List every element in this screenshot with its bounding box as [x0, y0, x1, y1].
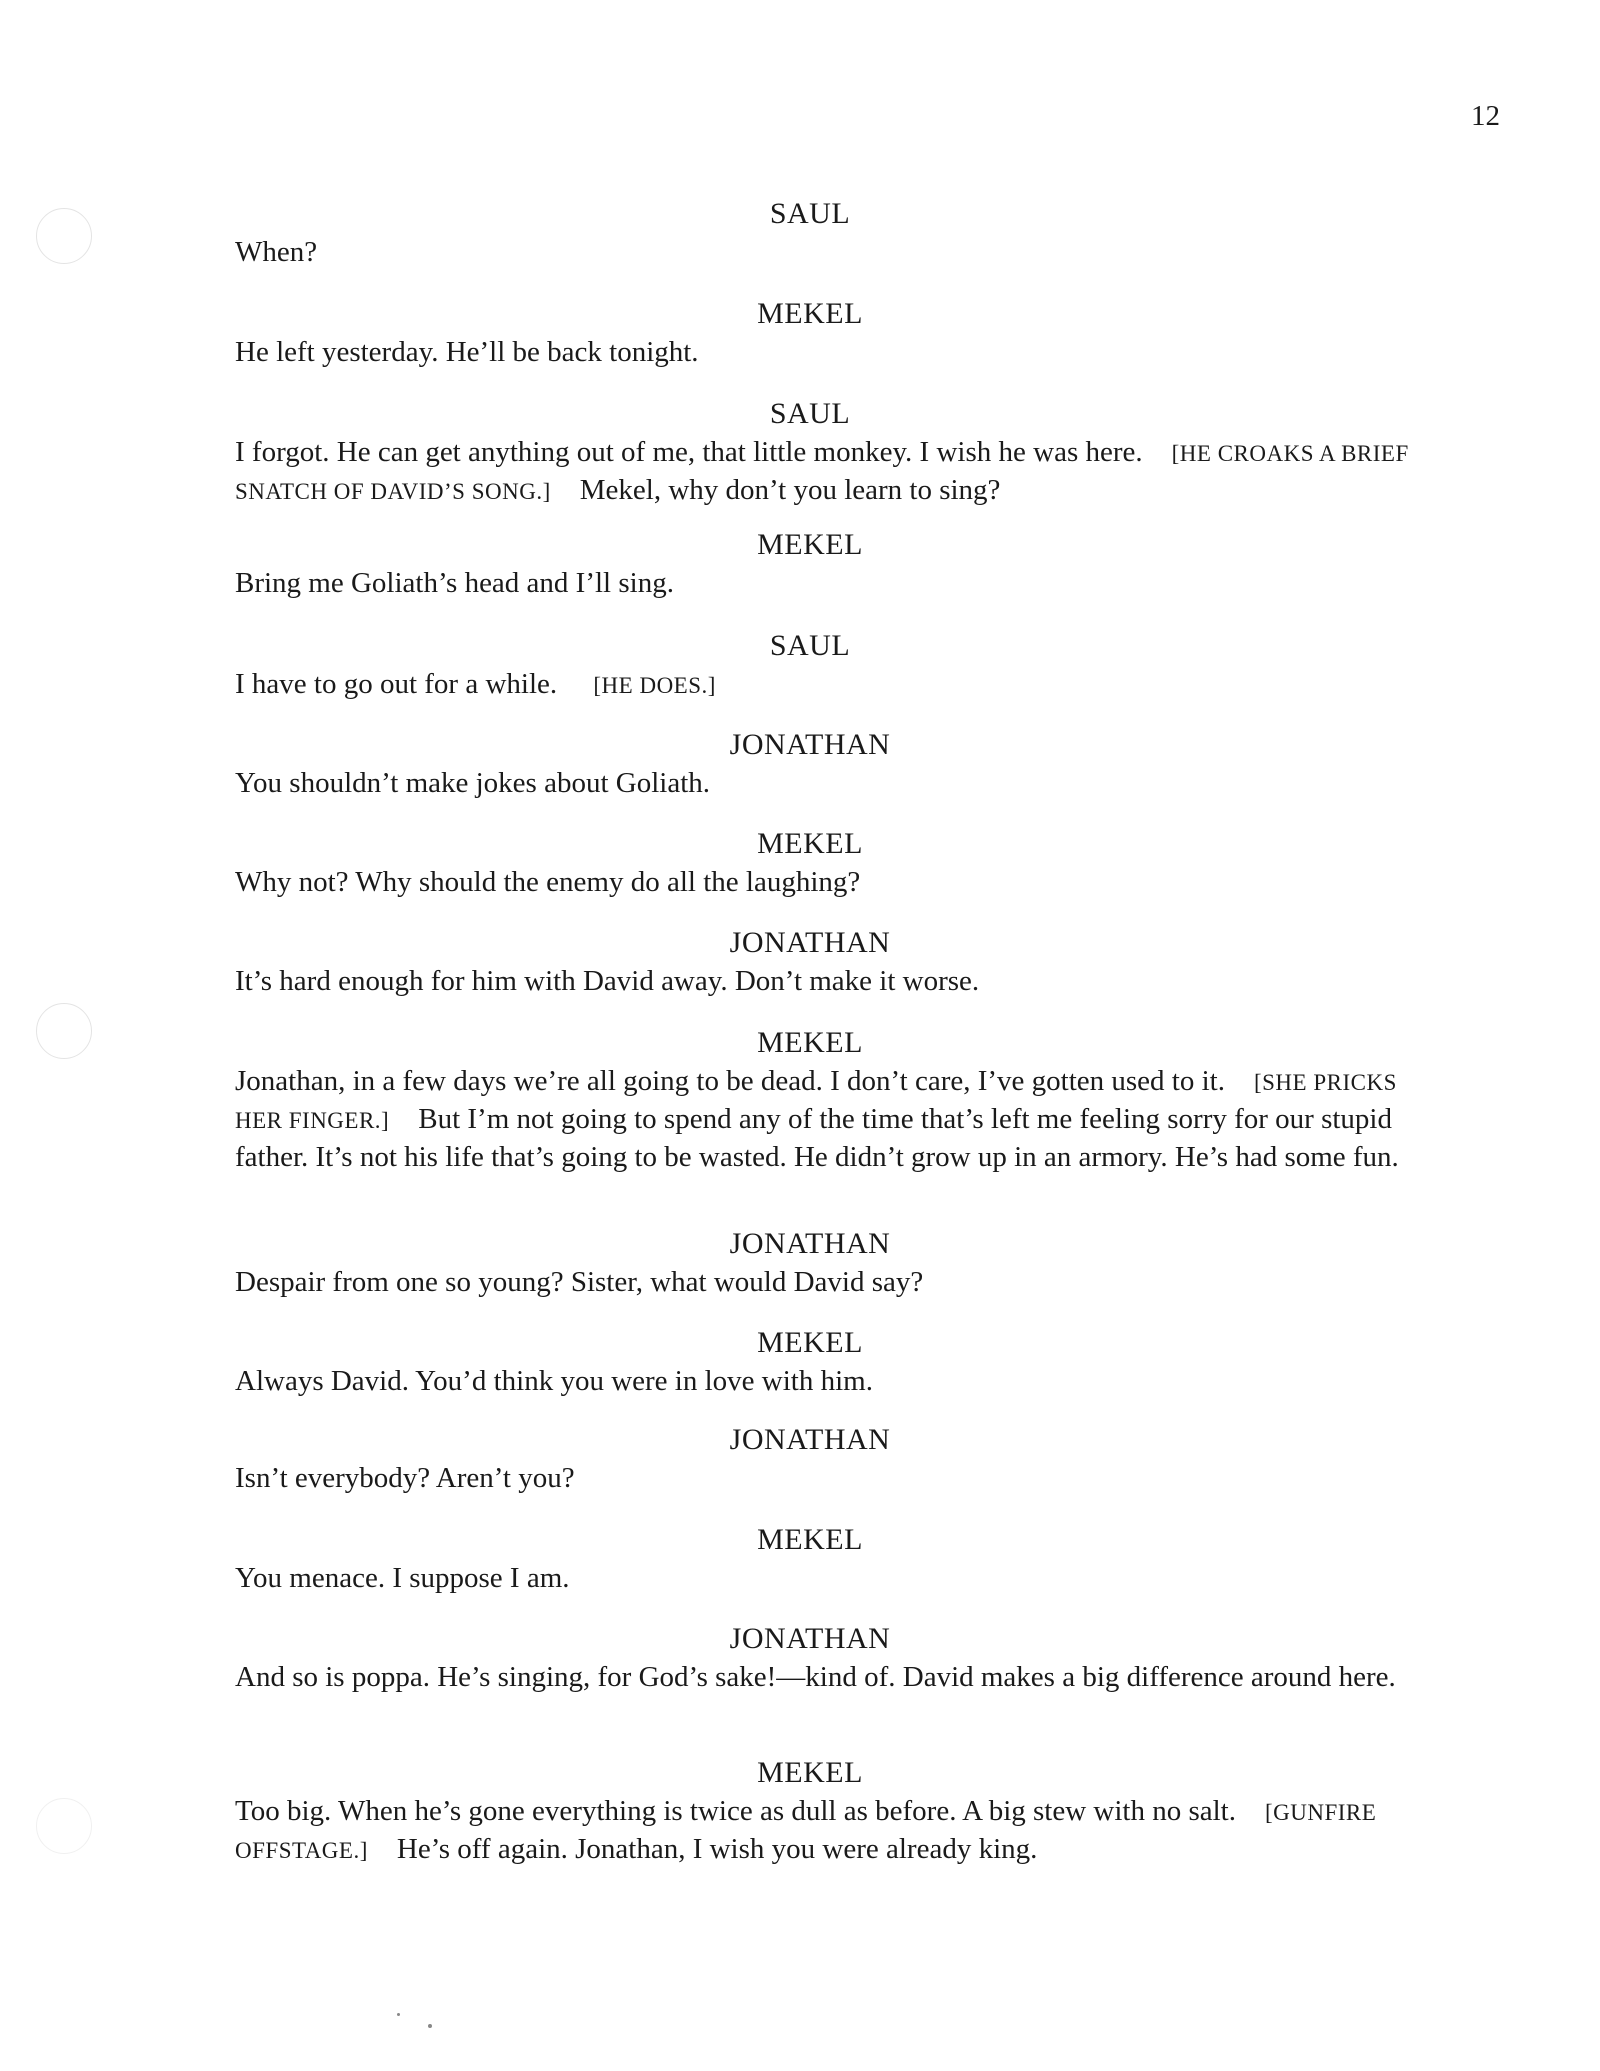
dialogue-line: [235, 1460, 1425, 1497]
dialogue-line: [235, 1659, 1425, 1696]
character-name: MEKEL: [757, 1026, 863, 1059]
dialogue-text: Why not? Why should the enemy do all the laughing?: [235, 866, 861, 898]
dialogue-line: [235, 565, 1425, 602]
dialogue-line: [235, 666, 1425, 704]
character-name: SAUL: [769, 397, 851, 430]
dialogue-text: Too big. When he’s gone everything is twice as dull as before. A big stew with no salt.: [235, 1795, 1236, 1827]
dialogue-block: [235, 727, 1425, 802]
dialogue-text: When?: [235, 236, 318, 268]
dialogue-block: [235, 1325, 1425, 1400]
character-name: MEKEL: [757, 528, 863, 561]
stray-mark: [428, 2024, 432, 2028]
character-name: SAUL: [769, 629, 851, 662]
character-name: JONATHAN: [729, 1423, 891, 1456]
dialogue-line: [235, 1560, 1425, 1597]
dialogue-block: [235, 1226, 1425, 1301]
dialogue-block: [235, 1621, 1425, 1696]
dialogue-text-continued: Mekel, why don’t you learn to sing?: [579, 474, 1001, 506]
dialogue-block: [235, 1025, 1425, 1176]
dialogue-text: Isn’t everybody? Aren’t you?: [235, 1462, 575, 1494]
dialogue-text: Bring me Goliath’s head and I’ll sing.: [235, 567, 674, 599]
dialogue-block: [235, 527, 1425, 602]
stage-direction: [SHE PRICKS HER FINGER.]: [235, 1070, 1397, 1133]
character-name: SAUL: [769, 197, 851, 230]
dialogue-line: [235, 1363, 1425, 1400]
punch-hole-bottom: [36, 1798, 92, 1854]
dialogue-text: Despair from one so young? Sister, what would David say?: [235, 1266, 924, 1298]
dialogue-text: You menace. I suppose I am.: [235, 1562, 570, 1594]
dialogue-line: [235, 1264, 1425, 1301]
dialogue-line: [235, 1063, 1425, 1176]
dialogue-block: [235, 296, 1425, 371]
character-name: MEKEL: [757, 1756, 863, 1789]
dialogue-text: Always David. You’d think you were in love with him.: [235, 1365, 873, 1397]
dialogue-line: [235, 1793, 1425, 1869]
dialogue-text: I have to go out for a while.: [235, 668, 558, 700]
dialogue-block: [235, 396, 1425, 510]
character-name: MEKEL: [757, 297, 863, 330]
character-name: JONATHAN: [729, 728, 891, 761]
dialogue-text: You shouldn’t make jokes about Goliath.: [235, 767, 711, 799]
character-name: MEKEL: [757, 1326, 863, 1359]
dialogue-block: [235, 826, 1425, 901]
stray-mark: [397, 2013, 400, 2016]
character-name: MEKEL: [757, 1523, 863, 1556]
character-name: JONATHAN: [729, 1227, 891, 1260]
character-name: MEKEL: [757, 827, 863, 860]
dialogue-line: [235, 864, 1425, 901]
stage-direction: [HE DOES.]: [593, 673, 716, 698]
dialogue-text-continued: But I’m not going to spend any of the time that’s left me feeling sorry for our stupid father. It’s not his life that’s going to be wasted. He didn’t grow up in an armory. He’s had some fun.: [235, 1103, 1399, 1173]
dialogue-line: [235, 765, 1425, 802]
punch-hole-middle: [36, 1003, 92, 1059]
dialogue-line: [235, 234, 1425, 271]
dialogue-block: [235, 925, 1425, 1000]
dialogue-text-continued: He’s off again. Jonathan, I wish you were already king.: [396, 1833, 1038, 1865]
character-name: JONATHAN: [729, 926, 891, 959]
stage-direction: [GUNFIRE OFFSTAGE.]: [235, 1800, 1377, 1863]
dialogue-line: [235, 434, 1425, 510]
punch-hole-top: [36, 208, 92, 264]
dialogue-line: [235, 334, 1425, 371]
dialogue-text: It’s hard enough for him with David away. Don’t make it worse.: [235, 965, 980, 997]
dialogue-text: I forgot. He can get anything out of me, that little monkey. I wish he was here.: [235, 436, 1143, 468]
dialogue-block: [235, 1422, 1425, 1497]
character-name: JONATHAN: [729, 1622, 891, 1655]
dialogue-text: He left yesterday. He’ll be back tonight.: [235, 336, 699, 368]
dialogue-block: [235, 628, 1425, 704]
dialogue-block: [235, 1755, 1425, 1869]
dialogue-line: [235, 963, 1425, 1000]
stage-direction: [HE CROAKS A BRIEF SNATCH OF DAVID’S SONG.]: [235, 441, 1409, 504]
dialogue-block: [235, 1522, 1425, 1597]
dialogue-text: And so is poppa. He’s singing, for God’s sake!—kind of. David makes a big difference around here.: [235, 1661, 1396, 1693]
page-number: 12: [1471, 100, 1500, 132]
dialogue-text: Jonathan, in a few days we’re all going to be dead. I don’t care, I’ve gotten used to it.: [235, 1065, 1225, 1097]
dialogue-block: [235, 196, 1425, 271]
